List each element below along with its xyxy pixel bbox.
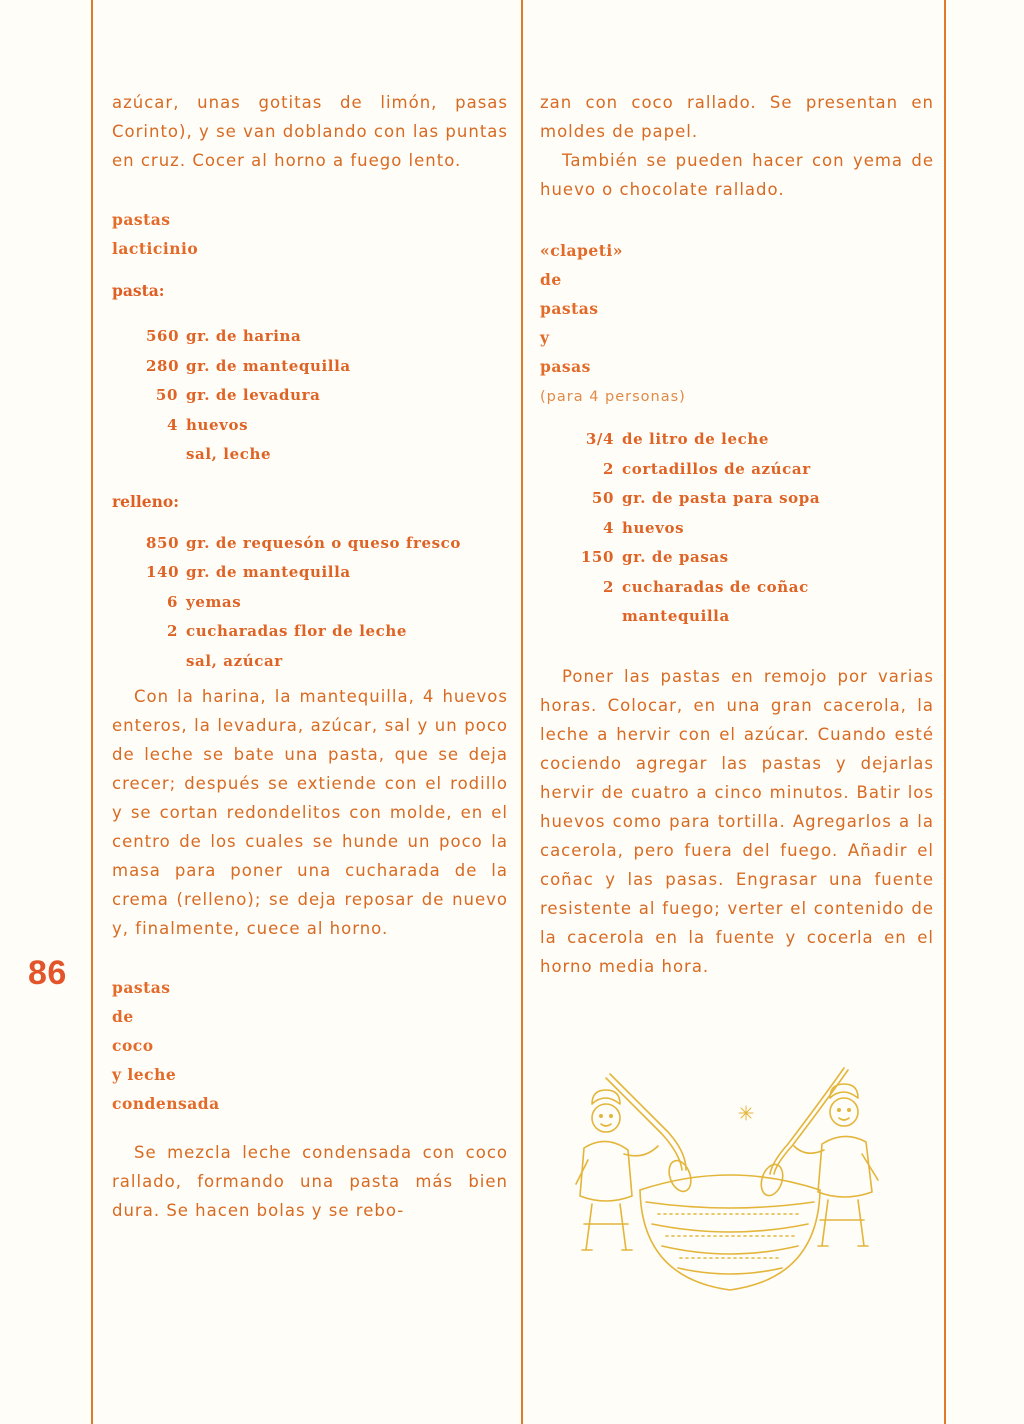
recipe2-instructions: Se mezcla leche condensada con coco rallado, formando una pasta más bien dura. Se hacen bolas y se rebo- <box>112 1143 508 1220</box>
pasta-ingredient-list <box>112 322 508 470</box>
ingredient-row: 560 gr. de harina <box>146 327 302 345</box>
recipe2-variation: También se pueden hacer con yema de huevo o chocolate rallado. <box>540 151 934 199</box>
ingredient-row: 50 gr. de pasta para sopa <box>591 489 821 507</box>
recipe3-instructions: Poner las pastas en remojo por varias horas. Colocar, en una gran cacerola, la leche a hervir con el azúcar. Cuando esté cociendo agregar las pastas y dejarlas hervir de cuatro a cinco minutos. Batir los huevos como para tortilla. Agregarlos a la cacerola, pero fuera del fuego. Añadir el coñac y las pasas. Engrasar una fuente resistente al fuego; verter el contenido de la cacerola en la fuente y cocerla en el horno media hora. <box>540 666 934 976</box>
ingredient-row: sal, azúcar <box>186 651 283 670</box>
ingredient-row: 3/4 de litro de leche <box>585 430 769 448</box>
filling-label: relleno: <box>112 491 179 511</box>
ingredient-row: 2 cortadillos de azúcar <box>602 459 811 478</box>
pasta-label: pasta: <box>112 281 165 300</box>
ingredient-row: 280 gr. de mantequilla <box>146 356 351 375</box>
ingredient-row: 6 yemas <box>166 592 242 611</box>
left-column <box>112 88 508 1225</box>
ingredient-row: 150 gr. de pasas <box>580 548 729 566</box>
ingredient-row: 4 huevos <box>166 415 249 434</box>
ingredient-row: 4 huevos <box>602 518 685 537</box>
ingredient-row: 140 gr. de mantequilla <box>146 563 351 581</box>
right-column <box>540 88 934 981</box>
center-column-rule <box>521 0 523 1424</box>
recipe-title-pastas-de-coco: pastas de coco y leche condensada <box>112 978 220 1113</box>
filling-ingredient-list <box>112 529 508 677</box>
right-column-rule <box>944 0 946 1424</box>
ingredient-row: 850 gr. de requesón o queso fresco <box>146 533 461 552</box>
ingredient-row: 2 cucharadas de coñac <box>602 577 809 596</box>
ingredient-row: 50 gr. de levadura <box>155 386 321 404</box>
ingredient-row: 2 cucharadas flor de leche <box>166 622 408 640</box>
recipe1-instructions: Con la harina, la mantequilla, 4 huevos enteros, la levadura, azúcar, sal y un poco de leche se bate una pasta, que se deja crecer; después se extiende con el rodillo y se cortan redondelitos con molde, en el centro de los cuales se hunde un poco la masa para poner una cucharada de la crema (relleno); se deja reposar de nuevo y, finalmente, cuece al horno. <box>112 687 508 938</box>
servings-note: (para 4 personas) <box>540 389 686 405</box>
intro-paragraph: azúcar, unas gotitas de limón, pasas Corinto), y se van doblando con las puntas en cruz. Cocer al horno a fuego lento. <box>112 93 508 170</box>
ingredient-row: mantequilla <box>622 607 730 625</box>
recipe-title-pastas-lacticinio: pastas lacticinio <box>112 210 199 258</box>
recipe-title-clapeti: «clapeti» de pastas y pasas <box>540 241 623 376</box>
left-column-rule <box>91 0 93 1424</box>
clapeti-ingredient-list <box>540 425 934 632</box>
page-number: 86 <box>28 954 67 992</box>
two-cooks-stirring-bowl-illustration <box>562 1064 894 1300</box>
recipe2-continuation: zan con coco rallado. Se presentan en moldes de papel. <box>540 93 934 141</box>
ingredient-row: sal, leche <box>186 445 272 463</box>
